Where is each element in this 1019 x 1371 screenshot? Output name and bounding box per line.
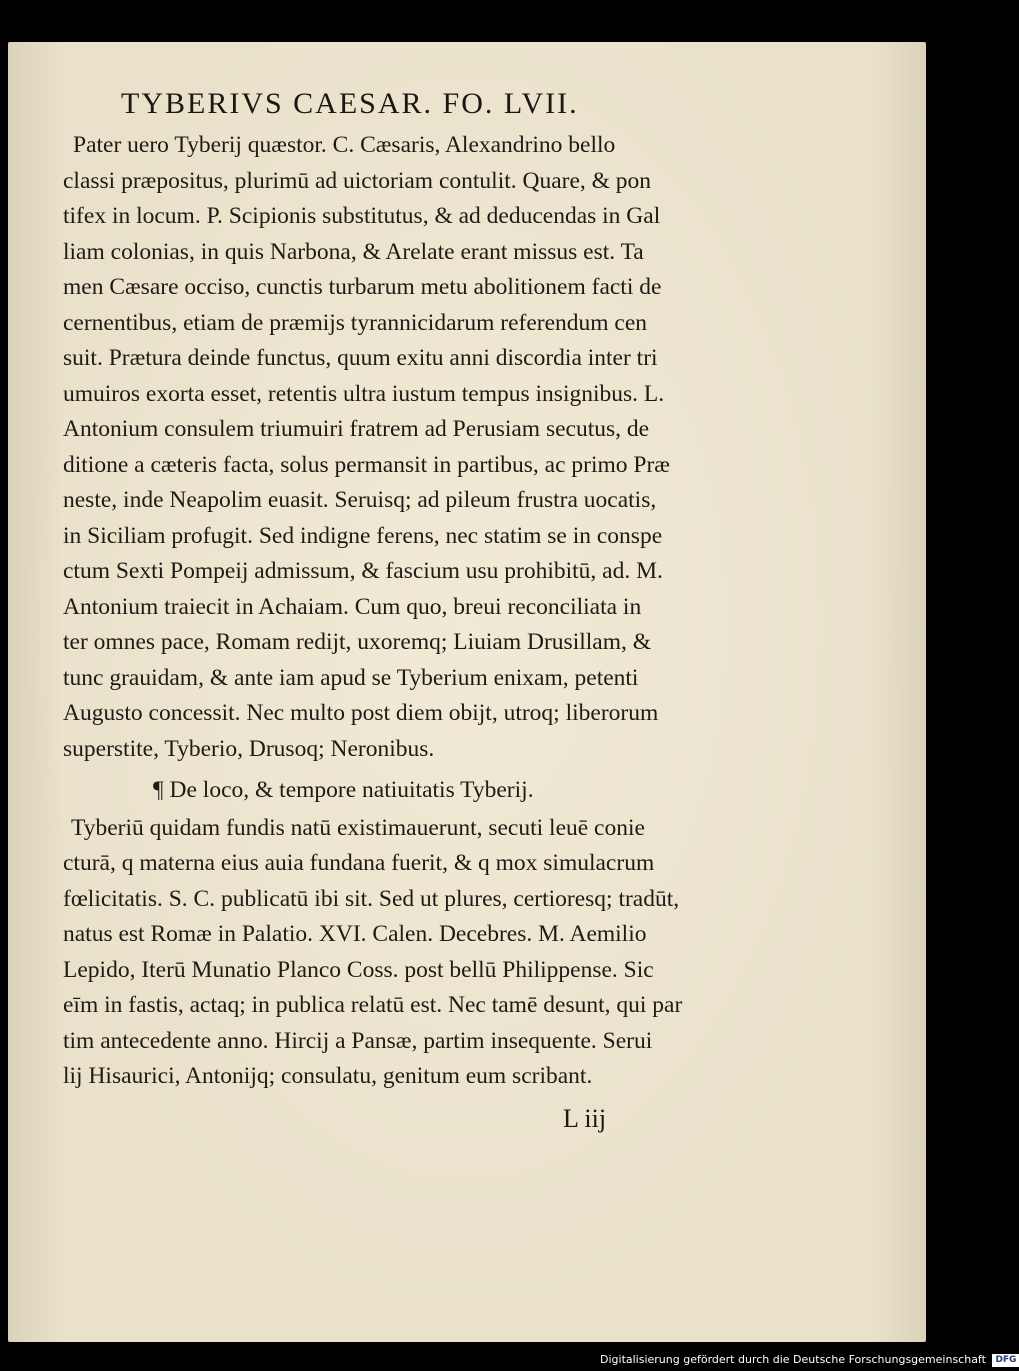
text-line: tifex in locum. P. Scipionis substitutus, & ad deducendas in Gal <box>63 203 661 229</box>
text-line: neste, inde Neapolim euasit. Seruisq; ad pileum frustra uocatis, <box>63 487 657 513</box>
text-line: suit. Prætura deinde functus, quum exitu anni discordia inter tri <box>63 345 658 371</box>
text-line: classi præpositus, plurimū ad uictoriam contulit. Quare, & pon <box>63 167 652 194</box>
signature-mark: L iij <box>563 1103 607 1133</box>
text-line: Lepido, Iterū Munatio Planco Coss. post bellū Philippense. Sic <box>63 956 654 983</box>
text-line: eīm in fastis, actaq; in publica relatū est. Nec tamē desunt, qui par <box>63 992 683 1018</box>
text-line: ctum Sexti Pompeij admissum, & fascium usu prohibitū, ad. M. <box>63 558 663 584</box>
text-line: men Cæsare occiso, cunctis turbarum metu abolitionem facti de <box>63 274 662 300</box>
text-line: superstite, Tyberio, Drusoq; Neronibus. <box>63 735 435 762</box>
running-head: TYBERIVS CAESAR. FO. LVII. <box>121 87 579 120</box>
credit-text: Digitalisierung gefördert durch die Deutsche Forschungsgemeinschaft <box>600 1353 986 1366</box>
book-page <box>8 42 926 1342</box>
text-line: ditione a cæteris facta, solus permansit in partibus, ac primo Præ <box>63 451 670 478</box>
text-line: tim antecedente anno. Hircij a Pansæ, partim insequente. Serui <box>63 1027 653 1054</box>
paragraph-2 <box>63 811 713 1095</box>
dfg-logo: DFG <box>992 1354 1019 1367</box>
text-line: in Siciliam profugit. Sed indigne ferens, nec statim se in conspe <box>63 522 663 549</box>
text-line: lij Hisaurici, Antonijq; consulatu, genitum eum scribant. <box>63 1063 593 1089</box>
text-line: fœlicitatis. S. C. publicatū ibi sit. Sed ut plures, certioresq; tradūt, <box>63 885 680 912</box>
section-heading: ¶ De loco, & tempore natiuitatis Tyberij. <box>153 777 534 803</box>
text-line: Antonium consulem triumuiri fratrem ad Perusiam secutus, de <box>63 416 650 442</box>
text-line: Antonium traiecit in Achaiam. Cum quo, breui reconciliata in <box>63 593 642 620</box>
digitization-credit <box>600 1352 1017 1368</box>
text-line: Augusto concessit. Nec multo post diem obijt, utroq; liberorum <box>63 700 659 726</box>
text-line: natus est Romæ in Palatio. XVI. Calen. Decebres. M. Aemilio <box>63 921 647 947</box>
text-line: Pater uero Tyberij quæstor. C. Cæsaris, Alexandrino bello <box>73 132 616 158</box>
paragraph-1 <box>63 128 713 767</box>
text-line: ter omnes pace, Romam redijt, uxoremq; Liuiam Drusillam, & <box>63 629 652 655</box>
text-line: Tyberiū quidam fundis natū existimauerunt, secuti leuē conie <box>71 814 645 841</box>
text-line: cernentibus, etiam de præmijs tyrannicidarum referendum cen <box>63 309 648 336</box>
text-line: tunc grauidam, & ante iam apud se Tyberium enixam, petenti <box>63 664 639 691</box>
text-line: cturā, q materna eius auia fundana fuerit, & q mox simulacrum <box>63 850 655 876</box>
page-content <box>63 82 713 1137</box>
text-line: umuiros exorta esset, retentis ultra iustum tempus insignibus. L. <box>63 380 665 407</box>
text-line: liam colonias, in quis Narbona, & Arelate erant missus est. Ta <box>63 238 644 265</box>
